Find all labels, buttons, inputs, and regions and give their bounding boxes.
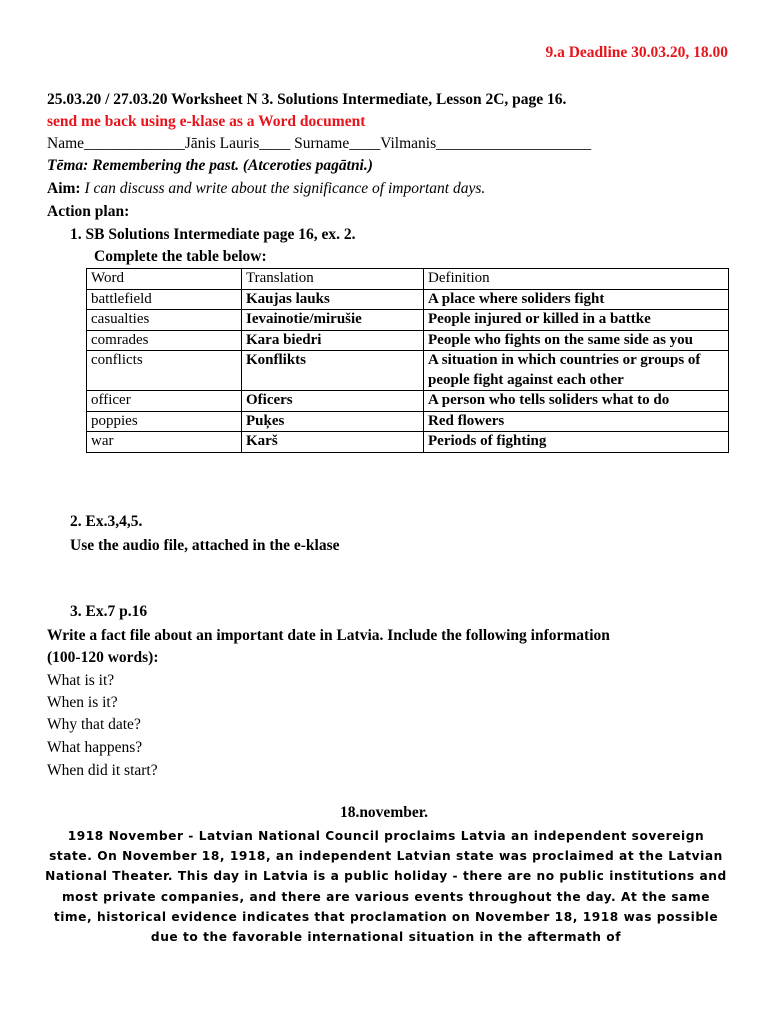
surname-value: ____Vilmanis____________________ [349, 135, 592, 152]
deadline-text: 9.a Deadline 30.03.20, 18.00 [545, 44, 728, 61]
cell-translation: Ievainotie/mirušie [242, 310, 424, 331]
cell-translation: Oficers [242, 391, 424, 412]
essay-body: 1918 November - Latvian National Council proclaims Latvia an independent sovereign state. On November 18, 1918, an independent Latvian state was proclaimed at the Latvian National Theater. This day in Latvia is a public holiday - there are no public institutions and most private companies, and there are various events throughout the day. At the same time, historical evidence indicates that proclamation on November 18, 1918 was possible due to the favorable international situation in the aftermath of [45, 829, 727, 945]
table-row [87, 330, 729, 351]
question-item: What happens? [47, 739, 143, 756]
aim-label: Aim: [47, 180, 81, 197]
vocabulary-table [86, 268, 729, 453]
cell-word: war [87, 432, 242, 453]
aim-line [47, 180, 485, 198]
question-item: When is it? [47, 694, 118, 711]
cell-word: poppies [87, 411, 242, 432]
cell-translation: Puķes [242, 411, 424, 432]
cell-word: conflicts [87, 351, 242, 391]
cell-translation: Karš [242, 432, 424, 453]
question-item: What is it? [47, 672, 115, 689]
action-plan-heading: Action plan: [47, 203, 130, 220]
table-row [87, 351, 729, 391]
name-label: Name [47, 135, 85, 152]
table-row [87, 432, 729, 453]
cell-word: comrades [87, 330, 242, 351]
send-back-instruction: send me back using e-klase as a Word document [47, 113, 366, 130]
surname-label: Surname [294, 135, 350, 152]
task1-heading: 1. SB Solutions Intermediate page 16, ex. 2. [70, 226, 356, 243]
cell-word: casualties [87, 310, 242, 331]
header-word: Word [87, 269, 242, 290]
table-header-row [87, 269, 729, 290]
header-definition: Definition [424, 269, 729, 290]
table-row [87, 411, 729, 432]
cell-definition: People who fights on the same side as you [424, 330, 729, 351]
name-line [47, 135, 591, 153]
worksheet-title: 25.03.20 / 27.03.20 Worksheet N 3. Solutions Intermediate, Lesson 2C, page 16. [47, 91, 567, 108]
task2-instruction: Use the audio file, attached in the e-klase [70, 537, 340, 554]
question-item: When did it start? [47, 762, 158, 779]
task3-heading: 3. Ex.7 p.16 [70, 603, 148, 620]
cell-translation: Konflikts [242, 351, 424, 391]
cell-definition: A person who tells soliders what to do [424, 391, 729, 412]
table-row [87, 391, 729, 412]
task3-instruction-line2: (100-120 words): [47, 649, 159, 666]
name-value: _____________Jānis Lauris____ [84, 135, 295, 152]
task3-instruction-line1: Write a fact file about an important date in Latvia. Include the following information [47, 627, 610, 644]
cell-definition: Periods of fighting [424, 432, 729, 453]
task2-heading: 2. Ex.3,4,5. [70, 513, 143, 530]
topic-line: Tēma: Remembering the past. (Atceroties pagātni.) [47, 157, 373, 174]
cell-word: battlefield [87, 289, 242, 310]
cell-definition: People injured or killed in a battke [424, 310, 729, 331]
header-translation: Translation [242, 269, 424, 290]
cell-translation: Kaujas lauks [242, 289, 424, 310]
cell-definition: A situation in which countries or groups of people fight against each other [424, 351, 729, 391]
table-row [87, 310, 729, 331]
aim-text: I can discuss and write about the significance of important days. [80, 180, 486, 197]
cell-translation: Kara biedri [242, 330, 424, 351]
cell-definition: A place where soliders fight [424, 289, 729, 310]
cell-definition: Red flowers [424, 411, 729, 432]
cell-word: officer [87, 391, 242, 412]
task1-instruction: Complete the table below: [94, 248, 267, 265]
essay-title: 18.november. [339, 804, 429, 821]
table-row [87, 289, 729, 310]
question-item: Why that date? [47, 716, 141, 733]
